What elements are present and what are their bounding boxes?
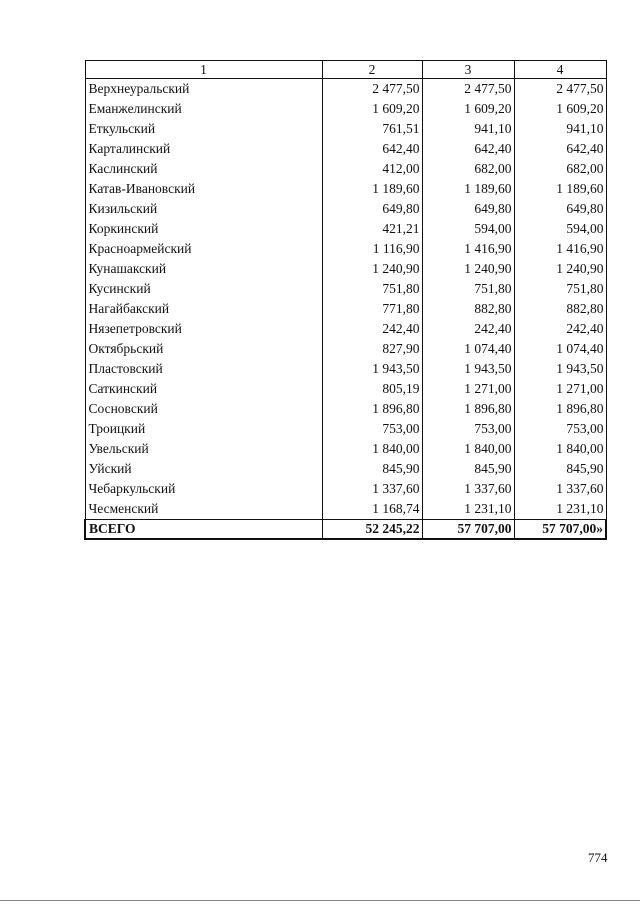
value-cell: 1 271,00 [514, 379, 606, 399]
value-cell: 1 609,20 [422, 99, 514, 119]
value-cell: 1 240,90 [514, 259, 606, 279]
district-name-cell: Нагайбакский [85, 299, 322, 319]
table-row [85, 239, 606, 259]
table-row [85, 219, 606, 239]
value-cell: 1 609,20 [322, 99, 422, 119]
value-cell: 1 074,40 [422, 339, 514, 359]
table-row [85, 279, 606, 299]
table-row [85, 479, 606, 499]
value-cell: 1 416,90 [514, 239, 606, 259]
district-name-cell: Кусинский [85, 279, 322, 299]
value-cell: 2 477,50 [422, 79, 514, 100]
value-cell: 941,10 [422, 119, 514, 139]
table-row [85, 499, 606, 520]
value-cell: 1 116,90 [322, 239, 422, 259]
value-cell: 882,80 [514, 299, 606, 319]
column-header: 4 [514, 61, 606, 79]
value-cell: 761,51 [322, 119, 422, 139]
value-cell: 1 337,60 [322, 479, 422, 499]
value-cell: 594,00 [514, 219, 606, 239]
value-cell: 1 240,90 [422, 259, 514, 279]
value-cell: 242,40 [322, 319, 422, 339]
value-cell: 827,90 [322, 339, 422, 359]
value-cell: 1 609,20 [514, 99, 606, 119]
value-cell: 753,00 [322, 419, 422, 439]
value-cell: 642,40 [514, 139, 606, 159]
district-name-cell: Октябрьский [85, 339, 322, 359]
value-cell: 1 840,00 [422, 439, 514, 459]
district-name-cell: Нязепетровский [85, 319, 322, 339]
table-row [85, 319, 606, 339]
district-name-cell: Сосновский [85, 399, 322, 419]
value-cell: 1 896,80 [322, 399, 422, 419]
value-cell: 2 477,50 [322, 79, 422, 100]
value-cell: 1 271,00 [422, 379, 514, 399]
district-name-cell: Троицкий [85, 419, 322, 439]
table-row [85, 179, 606, 199]
table-row [85, 119, 606, 139]
district-name-cell: Коркинский [85, 219, 322, 239]
table-row [85, 299, 606, 319]
data-table [84, 60, 607, 540]
value-cell: 642,40 [422, 139, 514, 159]
table-row [85, 459, 606, 479]
table-row [85, 139, 606, 159]
header-row [85, 61, 606, 79]
table-row [85, 439, 606, 459]
page-number: 774 [588, 850, 608, 865]
value-cell: 771,80 [322, 299, 422, 319]
district-name-cell: Катав-Ивановский [85, 179, 322, 199]
value-cell: 845,90 [322, 459, 422, 479]
table-row [85, 79, 606, 100]
value-cell: 1 168,74 [322, 499, 422, 520]
table-row [85, 159, 606, 179]
total-row [85, 520, 606, 540]
district-name-cell: Еткульский [85, 119, 322, 139]
column-header: 2 [322, 61, 422, 79]
total-value: 57 707,00» [514, 520, 606, 540]
total-value: 57 707,00 [422, 520, 514, 540]
district-name-cell: Кунашакский [85, 259, 322, 279]
value-cell: 1 840,00 [322, 439, 422, 459]
value-cell: 642,40 [322, 139, 422, 159]
value-cell: 421,21 [322, 219, 422, 239]
value-cell: 682,00 [514, 159, 606, 179]
district-name-cell: Кизильский [85, 199, 322, 219]
value-cell: 1 337,60 [422, 479, 514, 499]
value-cell: 242,40 [514, 319, 606, 339]
value-cell: 242,40 [422, 319, 514, 339]
value-cell: 1 896,80 [514, 399, 606, 419]
district-name-cell: Чебаркульский [85, 479, 322, 499]
value-cell: 1 189,60 [514, 179, 606, 199]
value-cell: 751,80 [514, 279, 606, 299]
district-name-cell: Увельский [85, 439, 322, 459]
total-value: 52 245,22 [322, 520, 422, 540]
value-cell: 682,00 [422, 159, 514, 179]
value-cell: 1 337,60 [514, 479, 606, 499]
district-name-cell: Верхнеуральский [85, 79, 322, 100]
value-cell: 649,80 [322, 199, 422, 219]
value-cell: 1 231,10 [514, 499, 606, 520]
value-cell: 1 840,00 [514, 439, 606, 459]
table-row [85, 379, 606, 399]
total-label: ВСЕГО [85, 520, 322, 540]
value-cell: 1 416,90 [422, 239, 514, 259]
value-cell: 1 943,50 [514, 359, 606, 379]
page-bottom-rule [0, 900, 640, 901]
column-header: 1 [85, 61, 322, 79]
value-cell: 1 189,60 [422, 179, 514, 199]
value-cell: 941,10 [514, 119, 606, 139]
value-cell: 1 896,80 [422, 399, 514, 419]
value-cell: 649,80 [422, 199, 514, 219]
table-row [85, 199, 606, 219]
value-cell: 1 189,60 [322, 179, 422, 199]
value-cell: 882,80 [422, 299, 514, 319]
value-cell: 649,80 [514, 199, 606, 219]
column-header: 3 [422, 61, 514, 79]
district-name-cell: Красноармейский [85, 239, 322, 259]
district-name-cell: Пластовский [85, 359, 322, 379]
table-row [85, 259, 606, 279]
table-row [85, 359, 606, 379]
district-name-cell: Уйский [85, 459, 322, 479]
district-name-cell: Еманжелинский [85, 99, 322, 119]
district-name-cell: Чесменский [85, 499, 322, 520]
table-body [85, 79, 606, 520]
value-cell: 753,00 [422, 419, 514, 439]
value-cell: 412,00 [322, 159, 422, 179]
table-row [85, 339, 606, 359]
table-row [85, 99, 606, 119]
table-row [85, 399, 606, 419]
value-cell: 845,90 [422, 459, 514, 479]
value-cell: 753,00 [514, 419, 606, 439]
value-cell: 751,80 [422, 279, 514, 299]
district-name-cell: Каслинский [85, 159, 322, 179]
value-cell: 845,90 [514, 459, 606, 479]
value-cell: 1 943,50 [422, 359, 514, 379]
value-cell: 1 231,10 [422, 499, 514, 520]
district-name-cell: Саткинский [85, 379, 322, 399]
value-cell: 751,80 [322, 279, 422, 299]
value-cell: 594,00 [422, 219, 514, 239]
value-cell: 2 477,50 [514, 79, 606, 100]
value-cell: 1 240,90 [322, 259, 422, 279]
value-cell: 1 943,50 [322, 359, 422, 379]
district-name-cell: Карталинский [85, 139, 322, 159]
table-row [85, 419, 606, 439]
value-cell: 1 074,40 [514, 339, 606, 359]
value-cell: 805,19 [322, 379, 422, 399]
